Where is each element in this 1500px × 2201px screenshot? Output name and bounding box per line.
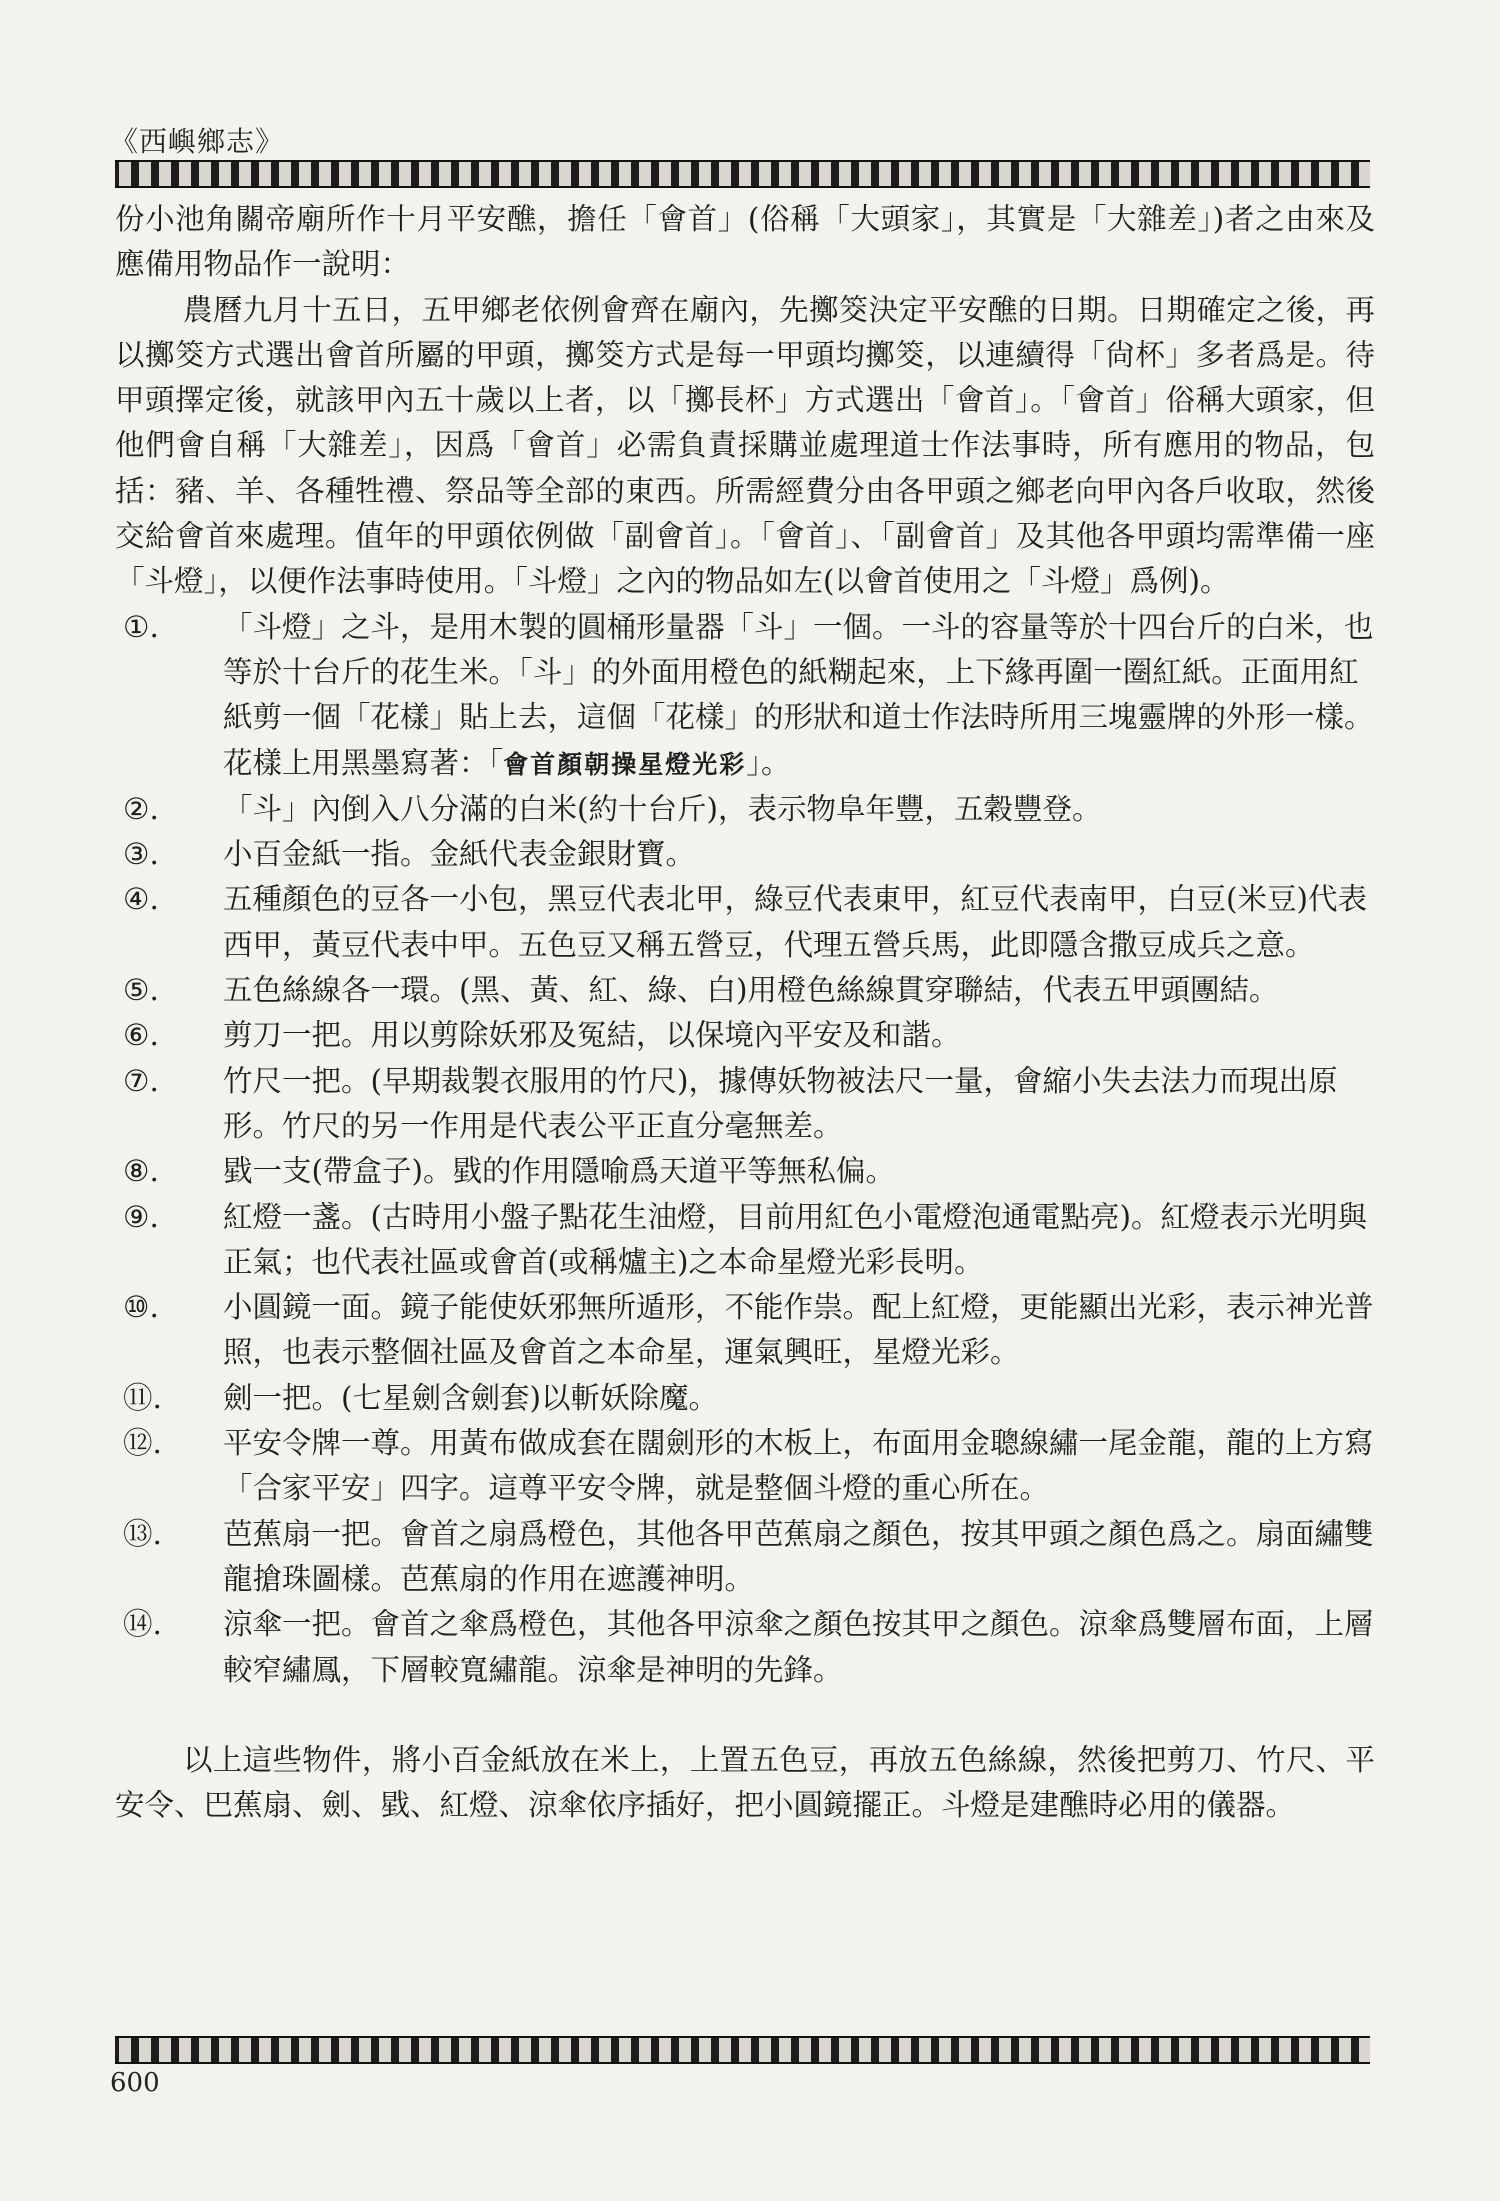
item-number: ⑦.: [123, 1063, 159, 1098]
decorative-border-bottom: [115, 2036, 1370, 2064]
list-item: [115, 1376, 1375, 1421]
running-header-title: 《西嶼鄉志》: [110, 125, 285, 158]
page-number: 600: [110, 2068, 160, 2098]
calligraphy-inscription: 會首顏朝操星燈光彩: [503, 749, 747, 779]
item-text: 紅燈一盞。(古時用小盤子點花生油燈，目前用紅色小電燈泡通電點亮)。紅燈表示光明與正氣；也代表社區或會首(或稱爐主)之本命星燈光彩長明。: [223, 1199, 1368, 1279]
list-item: [115, 1059, 1375, 1150]
item-text: 小百金紙一指。金紙代表金銀財寶。: [223, 837, 696, 872]
item-number: ⑫.: [123, 1426, 162, 1461]
item-number: ③.: [123, 837, 159, 872]
item-number: ⑩.: [123, 1290, 159, 1325]
item-text: 劍一把。(七星劍含劍套)以斬妖除魔。: [223, 1380, 719, 1415]
list-item: [115, 787, 1375, 832]
item-number: ①.: [123, 609, 159, 644]
list-item: [115, 1149, 1375, 1194]
item-text: 芭蕉扇一把。會首之扇爲橙色，其他各甲芭蕉扇之顏色，按其甲頭之顏色爲之。扇面繡雙龍搶珠圖樣。芭蕉扇的作用在遮護神明。: [223, 1516, 1374, 1596]
item-text: 剪刀一把。用以剪除妖邪及冤結，以保境內平安及和諧。: [223, 1018, 961, 1053]
item-text: 「斗燈」之斗，是用木製的圓桶形量器「斗」一個。一斗的容量等於十四台斤的白米，也等於十台斤的花生米。「斗」的外面用橙色的紙糊起來，上下緣再圍一圈紅紙。正面用紅紙剪一個「花樣」貼上去，這個「花樣」的形狀和道士作法時所用三塊靈牌的外形一樣。花樣上用黑墨寫著：「: [223, 609, 1374, 780]
paragraph-1: 農曆九月十五日，五甲鄉老依例會齊在廟內，先擲筊決定平安醮的日期。日期確定之後，再以擲筊方式選出會首所屬的甲頭，擲筊方式是每一甲頭均擲筊，以連續得「尙杯」多者爲是。待甲頭擇定後，就該甲內五十歲以上者，以「擲長杯」方式選出「會首」。「會首」俗稱大頭家，但他們會自稱「大雜差」，因爲「會首」必需負責採購並處理道士作法事時，所有應用的物品，包括：豬、羊、各種牲禮、祭品等全部的東西。所需經費分由各甲頭之鄉老向甲內各戶收取，然後交給會首來處理。值年的甲頭依例做「副會首」。「會首」、「副會首」及其他各甲頭均需準備一座「斗燈」，以便作法事時使用。「斗燈」之內的物品如左(以會首使用之「斗燈」爲例)。: [115, 292, 1375, 599]
list-item: [115, 832, 1375, 877]
item-text: 「斗」內倒入八分滿的白米(約十台斤)，表示物阜年豐，五穀豐登。: [223, 791, 1102, 826]
list-item: [115, 968, 1375, 1013]
closing-paragraph: 以上這些物件，將小百金紙放在米上，上置五色豆，再放五色絲線，然後把剪刀、竹尺、平安令、巴蕉扇、劍、戥、紅燈、涼傘依序插好，把小圓鏡擺正。斗燈是建醮時必用的儀器。: [115, 1742, 1375, 1823]
item-list: [115, 605, 1375, 1693]
list-item: [115, 1421, 1375, 1512]
list-item: [115, 1195, 1375, 1286]
list-item: [115, 1602, 1375, 1693]
item-text: 平安令牌一尊。用黃布做成套在闊劍形的木板上，布面用金聰線繡一尾金龍，龍的上方寫「合家平安」四字。這尊平安令牌，就是整個斗燈的重心所在。: [223, 1426, 1374, 1506]
item-number: ④.: [123, 882, 159, 917]
list-item: [115, 605, 1375, 787]
item-number: ②.: [123, 791, 159, 826]
item-text: 戥一支(帶盒子)。戥的作用隱喻爲天道平等無私偏。: [223, 1154, 896, 1189]
item-text-tail: 」。: [746, 745, 791, 780]
item-number: ⑭.: [123, 1607, 162, 1642]
item-number: ⑬.: [123, 1516, 162, 1551]
item-number: ⑥.: [123, 1018, 159, 1053]
list-item: [115, 1512, 1375, 1603]
page-body: [115, 197, 1375, 1828]
item-text: 竹尺一把。(早期裁製衣服用的竹尺)，據傳妖物被法尺一量，會縮小失去法力而現出原形。竹尺的另一作用是代表公平正直分毫無差。: [223, 1063, 1338, 1143]
intro-paragraph: 份小池角關帝廟所作十月平安醮，擔任「會首」(俗稱「大頭家」，其實是「大雜差」)者之由來及應備用物品作一說明：: [115, 202, 1375, 282]
item-number: ⑨.: [123, 1199, 159, 1234]
item-text: 涼傘一把。會首之傘爲橙色，其他各甲涼傘之顏色按其甲之顏色。涼傘爲雙層布面，上層較窄繡鳳，下層較寬繡龍。涼傘是神明的先鋒。: [223, 1607, 1374, 1687]
item-text: 小圓鏡一面。鏡子能使妖邪無所遁形，不能作祟。配上紅燈，更能顯出光彩，表示神光普照，也表示整個社區及會首之本命星，運氣興旺，星燈光彩。: [223, 1290, 1374, 1370]
item-number: ⑤.: [123, 973, 159, 1008]
list-item: [115, 877, 1375, 968]
list-item: [115, 1013, 1375, 1058]
item-number: ⑪.: [123, 1380, 162, 1415]
item-text: 五色絲線各一環。(黑、黃、紅、綠、白)用橙色絲線貫穿聯結，代表五甲頭團結。: [223, 973, 1279, 1008]
item-text: 五種顏色的豆各一小包，黑豆代表北甲，綠豆代表東甲，紅豆代表南甲，白豆(米豆)代表西甲，黃豆代表中甲。五色豆又稱五營豆，代理五營兵馬，此即隱含撒豆成兵之意。: [223, 882, 1368, 962]
paragraph-spacer: [115, 1693, 1375, 1738]
list-item: [115, 1285, 1375, 1376]
item-number: ⑧.: [123, 1154, 159, 1189]
decorative-border-top: [115, 160, 1370, 188]
